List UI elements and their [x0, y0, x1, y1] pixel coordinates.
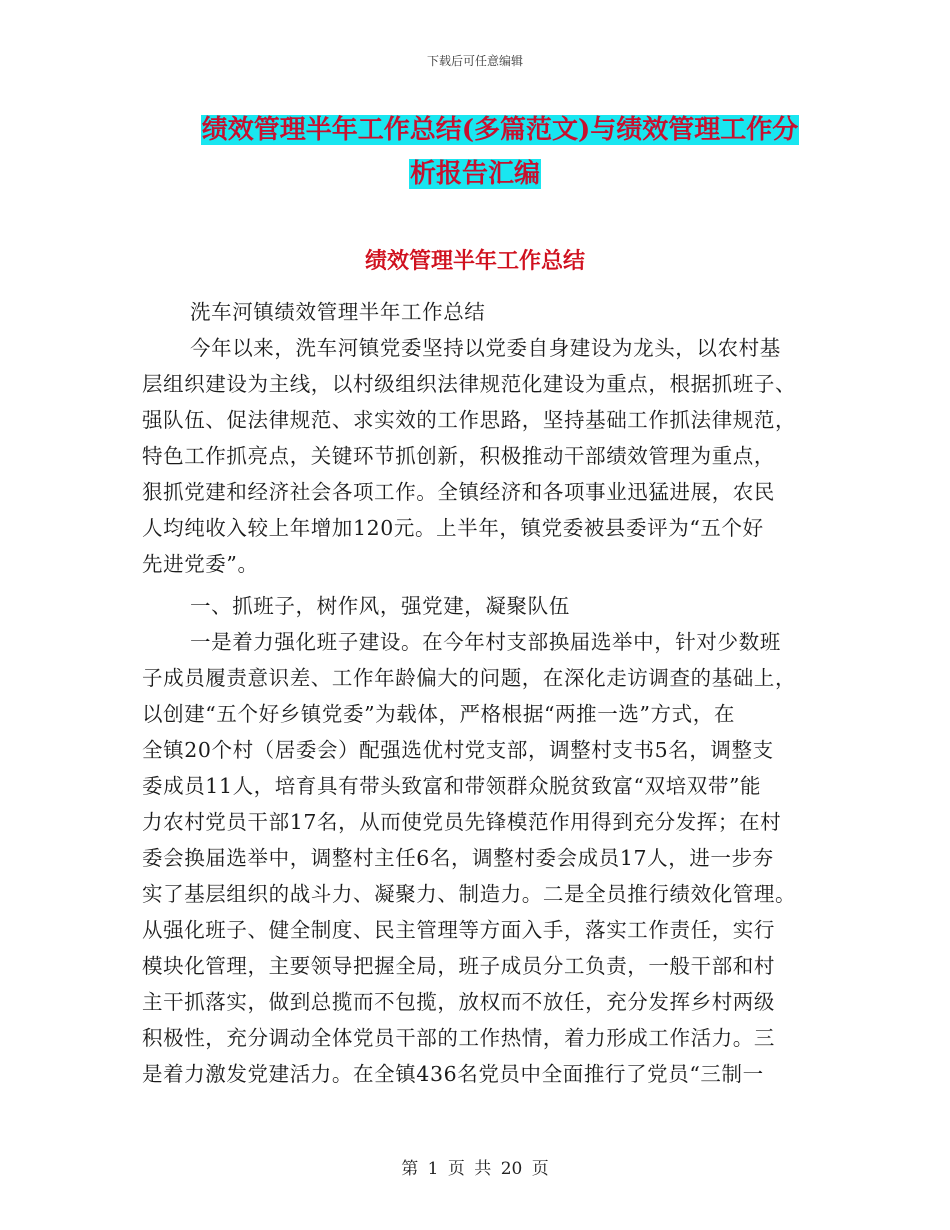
document-title-text-1: 绩效管理半年工作总结(多篇范文)与绩效管理工作分 [201, 115, 799, 145]
paragraph-line: 子成员履责意识差、工作年龄偏大的问题，在深化走访调查的基础上， [142, 666, 797, 690]
paragraph-line: 力农村党员干部17名，从而使党员先锋模范作用得到充分发挥；在村 [142, 810, 782, 834]
paragraph-line: 主干抓落实，做到总揽而不包揽，放权而不放任，充分发挥乡村两级 [142, 990, 775, 1014]
paragraph-line: 模块化管理，主要领导把握全局，班子成员分工负责，一般干部和村 [142, 954, 775, 978]
page-footer: 第 1 页 共 20 页 [401, 1159, 549, 1179]
header-note: 下载后可任意编辑 [426, 54, 523, 68]
paragraph-line: 委会换届选举中，调整村主任6名，调整村委会成员17人，进一步夯 [142, 846, 774, 870]
document-title-text-2: 析报告汇编 [409, 159, 540, 189]
section-title: 绩效管理半年工作总结 [364, 248, 585, 274]
paragraph-line: 先进党委”。 [142, 552, 259, 576]
paragraph-line: 特色工作抓亮点，关键环节抓创新，积极推动干部绩效管理为重点， [142, 444, 775, 468]
paragraph-line: 强队伍、促法律规范、求实效的工作思路，坚持基础工作抓法律规范， [142, 408, 797, 432]
paragraph-line: 层组织建设为主线，以村级组织法律规范化建设为重点，根据抓班子、 [142, 372, 797, 396]
paragraph-line: 狠抓党建和经济社会各项工作。全镇经济和各项事业迅猛进展，农民 [142, 480, 775, 504]
document-title-line-2 [0, 152, 950, 196]
paragraph-line: 今年以来，洗车河镇党委坚持以党委自身建设为龙头，以农村基 [190, 336, 781, 360]
paragraph-line: 人均纯收入较上年增加120元。上半年，镇党委被县委评为“五个好 [142, 516, 764, 540]
paragraph-line: 一是着力强化班子建设。在今年村支部换届选举中，针对少数班 [190, 630, 781, 654]
subtitle-line: 洗车河镇绩效管理半年工作总结 [190, 300, 486, 324]
paragraph-line: 以创建“五个好乡镇党委”为载体，严格根据“两推一选”方式，在 [142, 702, 735, 726]
paragraph-line: 委成员11人，培育具有带头致富和带领群众脱贫致富“双培双带”能 [142, 774, 762, 798]
document-title-line-1 [0, 108, 950, 152]
paragraph-line: 实了基层组织的战斗力、凝聚力、制造力。二是全员推行绩效化管理。 [142, 882, 797, 906]
paragraph-line: 积极性，充分调动全体党员干部的工作热情，着力形成工作活力。三 [142, 1026, 775, 1050]
paragraph-line: 全镇20个村（居委会）配强选优村党支部，调整村支书5名，调整支 [142, 738, 774, 762]
paragraph-line: 是着力激发党建活力。在全镇436名党员中全面推行了党员“三制一 [142, 1062, 764, 1086]
paragraph-line: 从强化班子、健全制度、民主管理等方面入手，落实工作责任，实行 [142, 918, 775, 942]
heading-line: 一、抓班子，树作风，强党建，凝聚队伍 [190, 594, 570, 618]
